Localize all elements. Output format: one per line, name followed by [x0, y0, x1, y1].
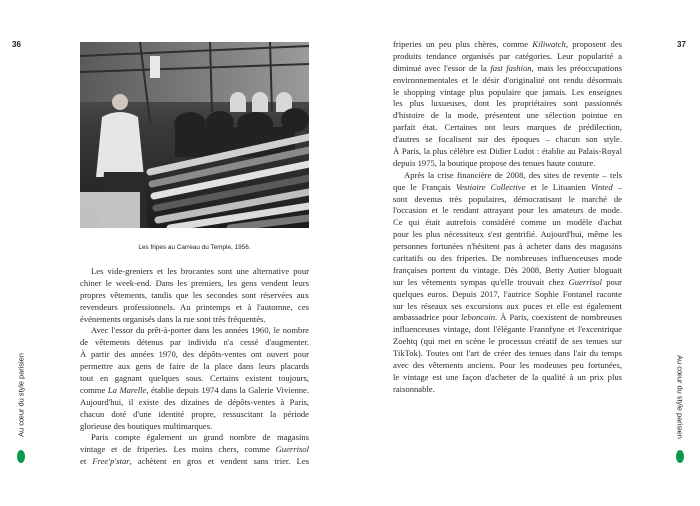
text-segment: diminué avec l'essor de la	[393, 62, 491, 73]
text-segment: , proposent des	[565, 39, 622, 49]
text-line	[393, 158, 622, 170]
text-segment: Les vide-greniers et les brocantes sont une alternative pour	[91, 266, 309, 276]
text-segment: comme	[80, 384, 108, 395]
text-line	[393, 51, 622, 63]
text-line	[80, 444, 309, 456]
text-segment: Zoehtq (qui met en scène le processus créatif de ses tenues sur	[393, 336, 622, 347]
italic-text: Vinted	[590, 181, 613, 192]
text-line	[80, 349, 309, 361]
text-line	[393, 348, 622, 360]
text-segment: événements organisés dans la rue sont très fréquentés.	[80, 313, 266, 324]
text-line	[80, 361, 309, 373]
photo-carreau-du-temple	[80, 42, 309, 228]
text-line	[393, 182, 622, 194]
text-line	[393, 277, 622, 289]
text-line	[80, 302, 309, 314]
text-segment: d'autres se focalisent sur des époques – chacun son style.	[393, 134, 622, 145]
text-line	[393, 194, 622, 206]
text-segment: –	[612, 181, 622, 192]
text-line	[80, 278, 309, 290]
text-segment: chiner le week-end. Dans les premiers, les gens vendent leurs	[80, 277, 309, 288]
text-line	[80, 290, 309, 302]
text-segment: le vintage est une façon d'acheter de la qualité à un prix plus	[393, 371, 622, 382]
text-segment: vintage et de friperies. Les moins chers, comme	[80, 444, 276, 455]
text-line	[393, 253, 622, 265]
text-segment: l'occasion et le rendant attrayant pour les amateurs de mode.	[393, 205, 622, 216]
text-line	[393, 265, 622, 277]
text-segment: TikTok). Toutes ont l'art de créer des tenues dans l'air du temps	[393, 348, 622, 359]
text-line	[393, 110, 622, 122]
text-line	[393, 336, 622, 348]
text-segment: parfait état. Certaines ont leurs marques de prédilection,	[393, 122, 622, 133]
text-segment: pour les plus nécessiteux s'est gentrifié. Aujourd'hui, même les	[393, 229, 622, 240]
text-line	[393, 146, 622, 158]
italic-text: Kiliwatch	[532, 39, 566, 49]
text-segment: d'histoire de la mode, présentent une sélection pointue en	[393, 110, 622, 121]
text-line	[393, 75, 622, 87]
leaf-icon	[17, 450, 25, 463]
text-segment: françaises portent du vintage. Dès 2008, Betty Autier bloguait	[393, 264, 622, 275]
text-segment: les plus luxueuses, dont les propriétaires sont passionnés	[393, 98, 622, 109]
text-segment: pour	[601, 276, 623, 287]
text-segment: raisonnable.	[393, 383, 435, 394]
text-line	[80, 397, 309, 409]
text-segment: ambassadrice pour	[393, 312, 462, 323]
text-segment: sur les réseaux ses excursions aux puces et elle est également	[393, 300, 622, 311]
text-segment: tout en gagnant quelques sous. Certains existent toujours,	[80, 373, 309, 384]
text-segment: influenceuses vintage, dont l'élégante Frannfyne et l'excentrique	[393, 324, 622, 335]
text-line	[393, 384, 622, 396]
text-line	[393, 170, 622, 182]
italic-text: Free'p'star	[92, 456, 130, 467]
text-segment: À Paris, la plus célèbre est Didier Ludot : établie au Palais-Royal	[393, 146, 622, 157]
text-line	[393, 324, 622, 336]
text-segment: caritatifs ou des friperies. De nombreuses influenceuses mode	[393, 253, 622, 264]
text-segment: sur les vêtements sympas qu'elle trouvait chez	[393, 276, 569, 287]
text-segment: glorieuse des boutiques multimarques.	[80, 420, 213, 431]
text-line	[393, 312, 622, 324]
text-segment: environnementales et le désir d'originalité ont rendu désormais	[393, 74, 622, 85]
text-line	[393, 122, 622, 134]
text-segment: personnes fortunées n'hésitent pas à acheter dans des magasins	[393, 241, 622, 252]
text-line	[393, 98, 622, 110]
text-segment: produits tendance organisés par catégories. Leur popularité a	[393, 50, 622, 61]
text-line	[393, 87, 622, 99]
text-line	[393, 39, 622, 51]
page-number-right: 37	[677, 40, 686, 49]
text-line	[80, 432, 309, 444]
text-segment: Avec l'essor du prêt-à-porter dans les années 1960, le nombre	[91, 325, 309, 336]
text-line	[393, 301, 622, 313]
section-label-left: Au cœur du style parisien	[16, 353, 26, 437]
text-segment: , mais les préoccupations	[531, 62, 622, 73]
italic-text: fast fashion	[490, 62, 532, 73]
text-segment: Paris compte également un grand nombre de magasins	[91, 432, 309, 443]
page-number-left: 36	[12, 40, 21, 49]
text-segment: sont devenus très populaires, démocratisant le marché de	[393, 193, 622, 204]
right-body-text	[393, 39, 622, 396]
text-segment: depuis 1975, la boutique propose des tenues haute couture.	[393, 157, 596, 168]
photo-caption: Les fripes au Carreau du Temple, 1956.	[138, 244, 251, 251]
text-segment: Aujourd'hui, il existe des dizaines de dépôts-ventes à Paris,	[80, 396, 309, 407]
text-line	[393, 372, 622, 384]
text-segment: et	[80, 456, 93, 467]
italic-text: Vestiaire Collective	[455, 181, 526, 192]
text-segment: permettre aux gens de faire de la place dans leurs placards	[80, 361, 309, 372]
italic-text: Guerrisol	[568, 276, 602, 287]
text-line	[393, 289, 622, 301]
left-body-text	[80, 266, 309, 468]
text-segment: . À Paris, coexistent de nombreuses	[495, 312, 623, 323]
text-segment: Après la crise financière de 2008, des sites de revente – tels	[404, 169, 622, 180]
text-line	[80, 385, 309, 397]
text-segment: , achètent en gros et vendent sans trier. Les	[129, 456, 309, 467]
text-line	[393, 241, 622, 253]
text-segment: propres vêtements, tandis que les secondes sont réservées aux	[80, 289, 309, 300]
text-segment: avec des vêtements anciens. Pour les modeuses peu fortunées,	[393, 360, 622, 371]
text-line	[80, 266, 309, 278]
text-line	[80, 314, 309, 326]
leaf-icon	[676, 450, 684, 463]
text-line	[393, 217, 622, 229]
text-line	[393, 360, 622, 372]
text-line	[393, 229, 622, 241]
text-segment: quelques euros. Depuis 2017, l'autrice Sophie Fontanel raconte	[393, 288, 622, 299]
text-segment: chacun doté d'une identité propre, ressuscitant la période	[80, 408, 309, 419]
text-segment: À partir des années 1970, des dépôts-ventes ont ouvert pour	[80, 349, 309, 360]
text-line	[80, 456, 309, 468]
text-line	[393, 205, 622, 217]
text-segment: que le Français	[393, 181, 456, 192]
section-label-right: Au cœur du style parisien	[675, 355, 685, 439]
text-line	[80, 421, 309, 433]
text-line	[80, 325, 309, 337]
text-line	[393, 63, 622, 75]
text-line	[80, 409, 309, 421]
italic-text: Guerrisol	[275, 444, 309, 455]
text-segment: friperies un peu plus chères, comme	[393, 39, 533, 49]
text-segment: , établie depuis 1974 dans la Galerie Vivienne.	[146, 384, 309, 395]
text-segment: revendeurs professionnels. Au printemps et à l'automne, ces	[80, 301, 309, 312]
text-line	[80, 337, 309, 349]
italic-text: leboncoin	[461, 312, 496, 323]
text-segment: de vêtements détenus par individu n'a cessé d'augmenter.	[80, 337, 309, 348]
text-line	[393, 134, 622, 146]
text-line	[80, 373, 309, 385]
italic-text: La Marelle	[107, 384, 147, 395]
text-segment: le shopping vintage plus populaire que jamais. Les enseignes	[393, 86, 622, 97]
text-segment: et le Lituanien	[525, 181, 591, 192]
text-segment: Ce qui était autrefois considéré comme un modèle d'achat	[393, 217, 622, 228]
